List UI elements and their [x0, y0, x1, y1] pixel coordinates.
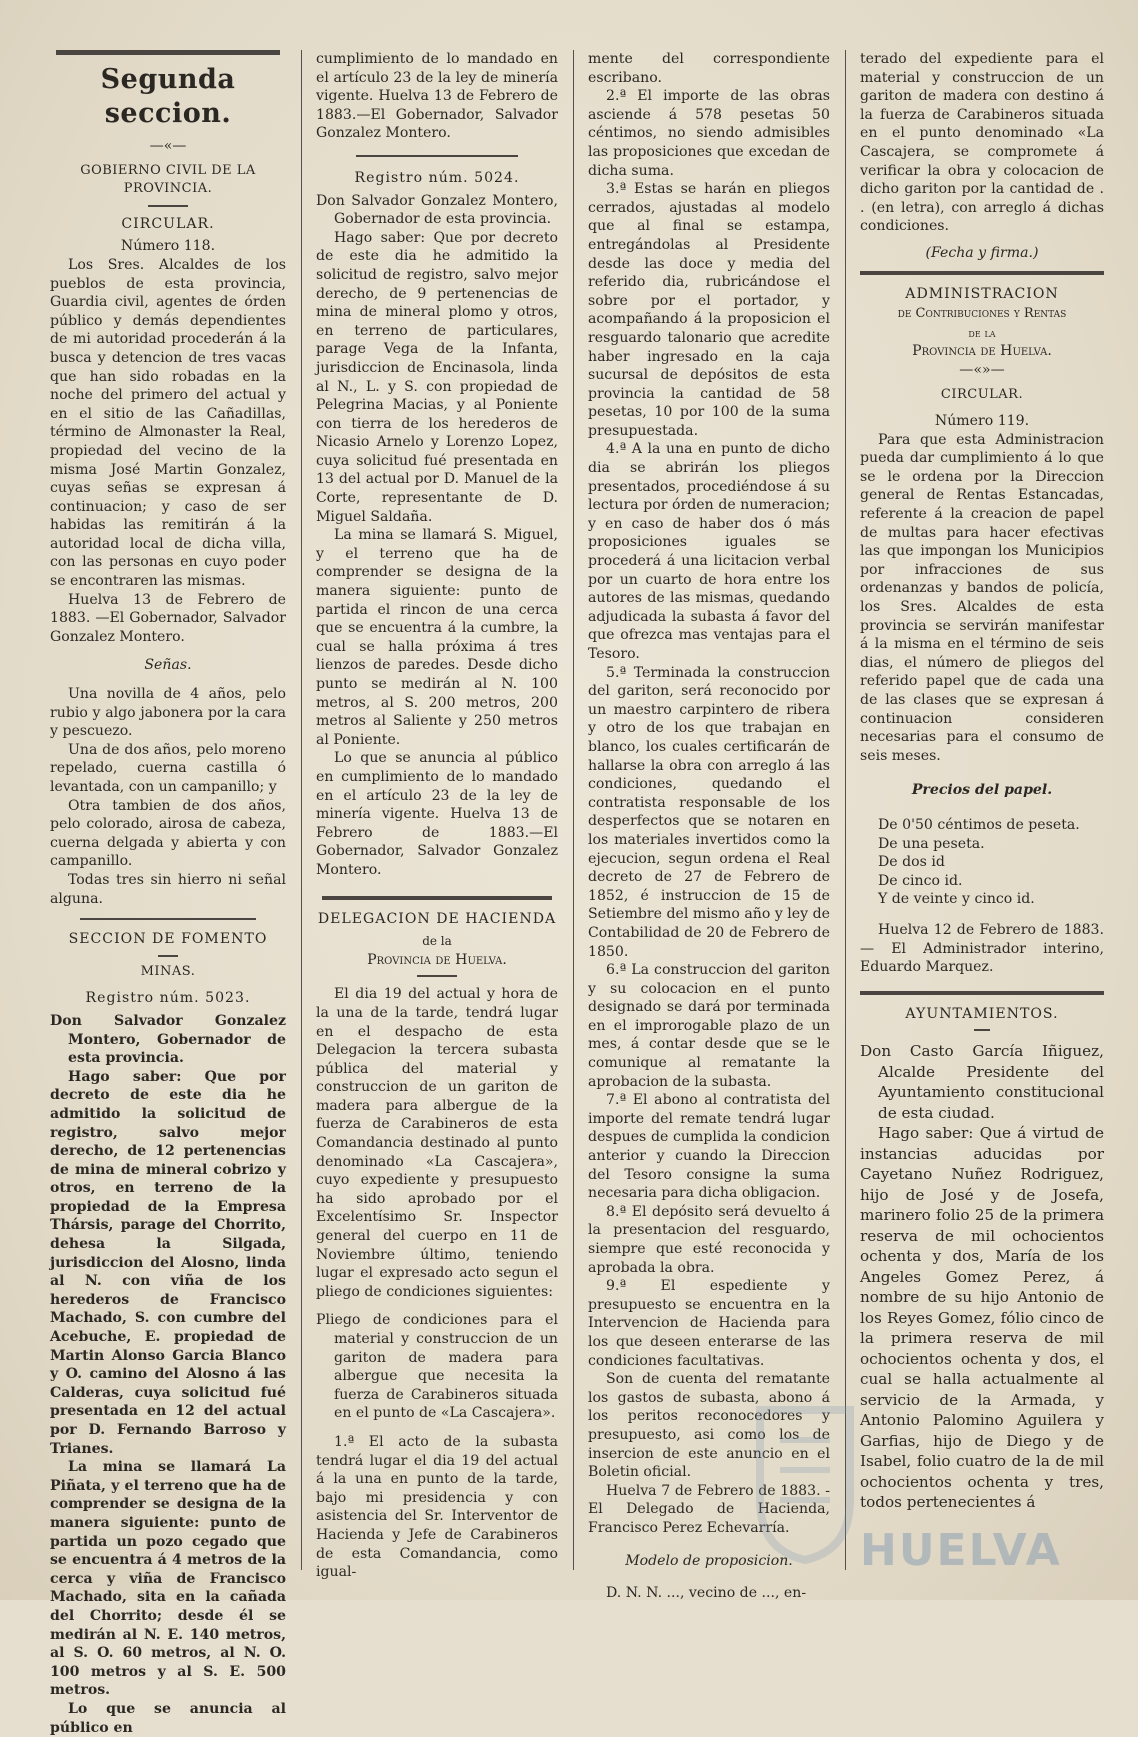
minas-label: MINAS.: [140, 963, 196, 979]
circular-number: Número 119.: [934, 413, 1030, 430]
price-item: De 0'50 céntimos de peseta.: [878, 816, 1080, 833]
modelo-title: Modelo de proposicion.: [625, 1552, 793, 1569]
admin-de-la: de la: [968, 325, 996, 340]
continued-text: mente del correspondiente escribano.: [588, 51, 830, 86]
ayunt-name: Don Casto García Iñiguez, Alcalde Presidente del Ayuntamiento constitucional de esta ciudad.: [860, 1042, 1104, 1122]
section-rule: [80, 918, 256, 920]
price-item: De dos id: [878, 854, 945, 871]
gov-header: GOBIERNO CIVIL DE LA PROVINCIA.: [80, 162, 256, 197]
delegacion-de-la: de la: [422, 934, 452, 949]
senas-item: Todas tres sin hierro ni señal alguna.: [50, 871, 286, 907]
price-item: De cinco id.: [878, 872, 963, 889]
ornament: —«—: [149, 138, 187, 154]
remate-text: Son de cuenta del rematante los gastos de subasta, abono á los peritos reconocedores y presupuesto, asi como los de insercion de este anuncio en el Boletin oficial.: [588, 1371, 830, 1481]
watermark-text: HUELVA: [860, 1525, 1062, 1576]
registro-number: Registro núm. 5023.: [85, 990, 251, 1007]
condition-item: 3.ª Estas se harán en pliegos cerrados, ajustadas al modelo que al final se estampa, entregándolas al Presidente desde las doce y media del referido dia, rubricándose el sobre por el portador, y acompañando á la proposicion el resguardo talonario que acredite haber ingresado en la caja sucursal de depósitos de esta provincia la cantidad de 58 pesetas, 10 por 100 de la suma presupuestada.: [588, 181, 830, 439]
ornament: —«»—: [959, 361, 1005, 378]
registro-body: Hago saber: Que por decreto de este dia he admitido la solicitud de registro, salvo mejor derecho, de 12 pertenencias de mina de mineral cobrizo y otros, en terreno de la propiedad de la Empresa Thársis, parage del Chorrito, dehesa la Silgada, jurisdiccion del Alosno, linda al N. con viña de los herederos de Francisco Machado, S. con cumbre del Acebuche, E. propiedad de Martin Alonso Garcia Blanco y O. camino del Alosno á las Calderas, cuya solicitud fué presentada en 12 del actual por D. Fernando Barroso y Trianes.: [50, 1068, 286, 1457]
condition-item: 2.ª El importe de las obras asciende á 578 pesetas 50 céntimos, no siendo admisibles las proposiciones que excedan de dicha suma.: [588, 88, 830, 179]
condition-item: 9.ª El espediente y presupuesto se encuentra en la Intervencion de Hacienda para los que deseen enterarse de las condiciones facultativas.: [588, 1278, 830, 1369]
circular-sign: Huelva 13 de Febrero de 1883. —El Gobernador, Salvador Gonzalez Montero.: [50, 591, 286, 645]
ayunt-body: Hago saber: Que á virtud de instancias aducidas por Cayetano Nuñez Rodriguez, hijo de José y de Josefa, marinero folio 25 de la primera reserva de mil ochocientos ochenta y dos, María de los Angeles Gomez Perez, á nombre de su hijo Antonio de los Reyes Gomez, fólio cinco de la primera reserva de mil ochocientos ochenta y dos, el cual se halla actualmente al servicio de la Armada, y Antonio Palomino Aguilera y Garfias, hijo de Diego y de Isabel, folio cuatro de la de mil ochocientos ochenta y tres, todos pertenecientes á: [860, 1124, 1104, 1512]
condition-item: 4.ª A la una en punto de dicho dia se abrirán los pliegos presentados, procediéndose á su lectura por órden de numeracion; y en caso de haber dos ó más proposiciones iguales se procederá á una licitacion verbal por un cuarto de hora entre los autores de las mismas, quedando adjudicada la subasta á favor del que ofrezca mas ventajas para el Tesoro.: [588, 441, 830, 662]
section-rule: [860, 271, 1104, 275]
header-rule: [56, 50, 280, 55]
condition-item: 7.ª El abono al contratista del importe del remate tendrá lugar despues de cumplida la condicion anterior y cuando la Direccion del Tesoro consigne la suma necesaria para dicha obligacion.: [588, 1092, 830, 1202]
divider: [417, 975, 457, 977]
section-rule: [322, 896, 552, 900]
section-title: Segunda seccion.: [100, 64, 236, 129]
delegacion-sign: Huelva 7 de Febrero de 1883. -El Delegado de Hacienda, Francisco Perez Echevarría.: [588, 1482, 830, 1536]
fomento-header: SECCION DE FOMENTO: [68, 931, 268, 948]
registro-name: Don Salvador Gonzalez Montero, Gobernador de esta provincia.: [316, 192, 558, 228]
continued-text: terado del expediente para el material y construccion de un gariton de madera con destino á la fuerza de Carabineros situada en el punto denominado «La Cascajera, se compromete á verificar la obra y colocacion de dicho gariton por la cantidad de . . (en letra), con arreglo á dichas condiciones.: [860, 51, 1104, 235]
column-3: [588, 50, 830, 1602]
circular-label: CIRCULAR.: [121, 215, 215, 232]
circular-number: Número 118.: [120, 238, 216, 255]
pliego-title: Pliego de condiciones para el material y construccion de un gariton de madera para albergue que necesita la fuerza de Carabineros situada en el punto de «La Cascajera».: [316, 1312, 558, 1422]
precios-title: Precios del papel.: [911, 782, 1053, 799]
registro-close: Lo que se anuncia al público en: [50, 1700, 286, 1736]
senas-item: Una de dos años, pelo moreno repelado, cuerna castilla ó levantada, con un campanillo; y: [50, 741, 286, 795]
senas-title: Señas.: [144, 657, 192, 674]
divider: [158, 955, 178, 957]
price-item: Y de veinte y cinco id.: [878, 891, 1035, 908]
delegacion-province: Provincia de Huelva.: [367, 951, 507, 968]
registro-name: Don Salvador Gonzalez Montero, Gobernador de esta provincia.: [50, 1012, 286, 1067]
circular-body: Para que esta Administracion pueda dar cumplimiento á lo que se le ordena por la Direccion general de Rentas Estancadas, referente á la creacion de papel de multas para hacer efectivas las que impongan los Municipios por infracciones de sus ordenanzas y bandos de policía, los Sres. Alcaldes de esta provincia se servirán manifestar á la misma en el término de seis dias, el número de pliegos del referido papel que de cada una de las clases que se expresan á continuacion consideren necesarias para el consumo de seis meses.: [860, 431, 1104, 764]
admin-sign: Huelva 12 de Febrero de 1883. — El Administrador interino, Eduardo Marquez.: [860, 921, 1104, 976]
divider: [974, 1029, 990, 1031]
column-divider: [573, 50, 574, 1570]
senas-item: Otra tambien de dos años, pelo colorado, airosa de cabeza, cuerna delgada y abierta y con campanillo.: [50, 797, 286, 870]
delegacion-header: DELEGACION DE HACIENDA: [317, 910, 557, 927]
senas-item: Una novilla de 4 años, pelo rubio y algo jabonera por la cara y pescuezo.: [50, 686, 286, 740]
fecha-firma: (Fecha y firma.): [925, 244, 1039, 261]
price-list: [860, 816, 1104, 909]
condition-item: 6.ª La construccion del gariton y su colocacion en el punto designado se dará por terminada en el improrogable plazo de un mes, á contar desde que se le comunique al rematante la aprobacion de la subasta.: [588, 962, 830, 1090]
admin-header: ADMINISTRACION: [905, 285, 1059, 302]
condition-1: 1.ª El acto de la subasta tendrá lugar el dia 19 del actual á la una en punto de la tarde, bajo mi presidencia y con asistencia del Sr. Interventor de Hacienda y Jefe de Carabineros de esta Comandancia, como igual-: [316, 1433, 558, 1581]
admin-sub: de Contribuciones y Rentas: [897, 306, 1067, 322]
column-2: [316, 50, 558, 1580]
price-item: De una peseta.: [878, 835, 985, 852]
continued-text: cumplimiento de lo mandado en el artículo 23 de la ley de minería vigente. Huelva 13 de Febrero de 1883.—El Gobernador, Salvador Gonzalez Montero.: [316, 51, 558, 142]
admin-province: Provincia de Huelva.: [912, 343, 1052, 360]
delegacion-body: El dia 19 del actual y hora de la una de la tarde, tendrá lugar en el despacho de esta Delegacion la tercera subasta pública del material y construccion de un gariton de madera para albergue de la fuerza de Carabineros de esta Comandancia destinado al punto denominado «La Cascajera», cuyo expediente y presupuesto ha sido aprobado por el Excelentísimo Sr. Inspector general del cuerpo en 11 de Noviembre último, teniendo lugar el expresado acto segun el pliego de condiciones siguientes:: [316, 986, 558, 1300]
condition-item: 8.ª El depósito será devuelto á la presentacion del resguardo, siempre que esté reconocida y aprobada la obra.: [588, 1203, 830, 1276]
registro-mine: La mina se llamará S. Miguel, y el terreno que ha de comprender se designa de la manera siguiente: punto de partida el rincon de una cerca que se encuentra á la cumbre, la cual se halla próxima á tres lienzos de paredes. Desde dicho punto se medirán al N. 100 metros, al S. 200 metros, 200 metros al Saliente y 250 metros al Poniente.: [316, 527, 558, 748]
registro-body: Hago saber: Que por decreto de este dia he admitido la solicitud de registro, salvo mejor derecho, de 9 pertenencias de mina de mineral plomo y otros, en terreno de particulares, parage Vega de la Infanta, jurisdiccion de Encinasola, linda al N., L. y S. con propiedad de Pelegrina Macias, y al Poniente con tierra de los herederos de Nicasio Arnelo y Lorenzo Lopez, cuya solicitud fué presentada en 13 del actual por D. Manuel de la Corte, representante de D. Miguel Saldaña.: [316, 229, 558, 525]
column-1: [50, 50, 286, 1736]
registro-close: Lo que se anuncia al público en cumplimiento de lo mandado en el artículo 23 de la ley de minería vigente. Huelva 13 de Febrero de 1883.—El Gobernador, Salvador Gonzalez Montero.: [316, 750, 558, 878]
ayunt-header: AYUNTAMIENTOS.: [905, 1005, 1059, 1022]
column-4: [860, 50, 1104, 1580]
section-rule: [860, 991, 1104, 995]
divider: [356, 155, 518, 157]
circular-body: Los Sres. Alcaldes de los pueblos de esta provincia, Guardia civil, agentes de órden público y demás dependientes de mi autoridad procederán á la busca y detencion de tres vacas que han sido robadas en la noche del primero del actual y en el sitio de las Cañadillas, término de Almonaster la Real, propiedad del vecino de la misma José Martin Gonzalez, cuyas señas se expresan á continuacion; y caso de ser habidas las remitirán á la autoridad local de dicha villa, con las personas en cuyo poder se encontraren las mismas.: [50, 256, 286, 590]
circular-label: CIRCULAR.: [940, 386, 1024, 402]
registro-mine: La mina se llamará La Piñata, y el terreno que ha de comprender se designa de la manera siguiente: punto de partida un pozo cegado que se encuentra á 4 metros de la cerca y viña de Francisco Machado, sita en la cañada del Chorrito; desde él se medirán al N. E. 140 metros, al S. O. 60 metros, al N. O. 100 metros y al S. E. 500 metros.: [50, 1459, 286, 1699]
registro-number: Registro núm. 5024.: [354, 169, 520, 186]
condition-item: 5.ª Terminada la construccion del gariton, será reconocido por un maestro carpintero de ribera y otro de los que trabajan en blanco, los cuales certificarán de hallarse la obra con arreglo á las condiciones, quedando el contratista responsable de los desperfectos que se notaren en los materiales invertidos como la ejecucion, segun ordena el Real decreto de 27 de Febrero de 1852, é instruccion de 15 de Setiembre del mismo año y ley de Contabilidad de 20 de Febrero de 1850.: [588, 664, 830, 960]
column-divider: [845, 50, 846, 1570]
modelo-start: D. N. N. ..., vecino de ..., en-: [606, 1585, 807, 1602]
column-divider: [301, 50, 302, 1570]
divider: [148, 205, 188, 207]
